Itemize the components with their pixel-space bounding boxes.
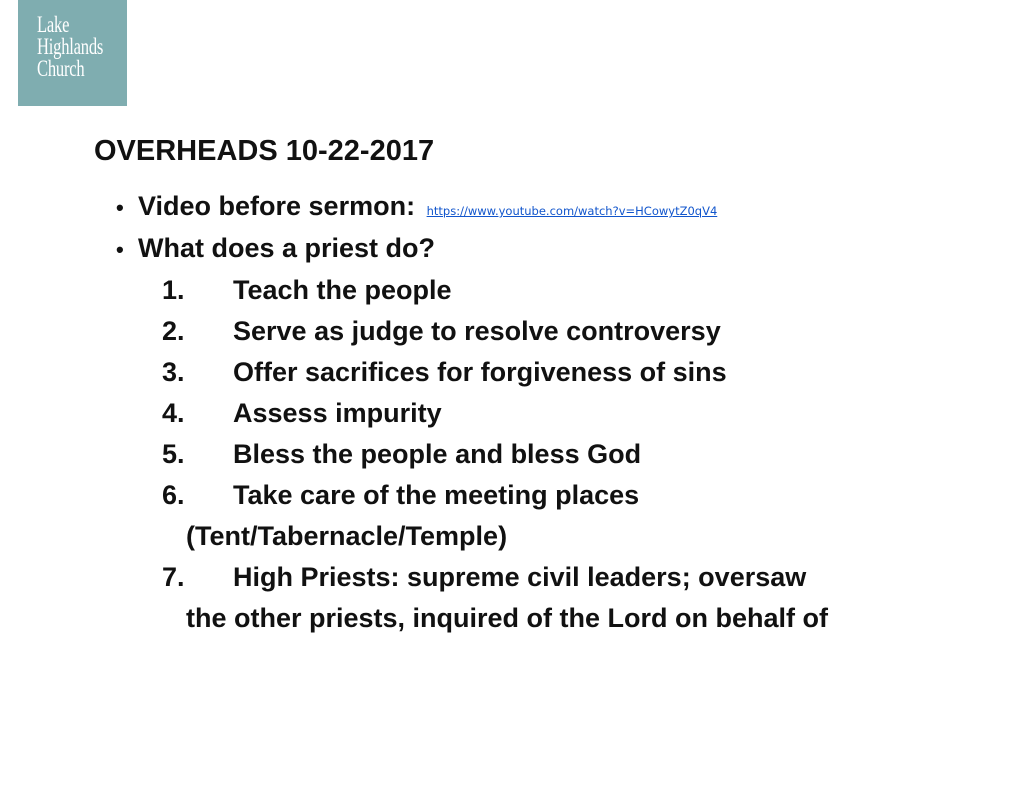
list-item-number: 6. xyxy=(162,480,185,510)
list-item xyxy=(162,479,639,511)
list-item-number: 4. xyxy=(162,398,185,428)
list-item xyxy=(162,274,452,306)
list-item-text: Take care of the meeting places xyxy=(233,480,640,510)
list-item-text: Offer sacrifices for forgiveness of sins xyxy=(233,357,727,387)
church-logo xyxy=(18,0,127,106)
bullet-dot-icon: • xyxy=(116,237,124,262)
list-item-number: 3. xyxy=(162,357,185,387)
list-item-number: 7. xyxy=(162,562,185,592)
logo-line-2: Highlands xyxy=(37,34,104,59)
list-item-number: 2. xyxy=(162,316,185,346)
list-item xyxy=(162,315,721,347)
logo-line-1: Lake xyxy=(37,12,70,37)
list-item-text: Bless the people and bless God xyxy=(233,439,642,469)
list-item xyxy=(162,397,442,429)
list-item-continuation: the other priests, inquired of the Lord on behalf of xyxy=(186,603,829,633)
list-item xyxy=(162,438,641,470)
list-item-text: Serve as judge to resolve controversy xyxy=(233,316,721,346)
logo-line-3: Church xyxy=(37,56,85,81)
list-item-continuation: (Tent/Tabernacle/Temple) xyxy=(186,521,508,551)
list-item-text: High Priests: supreme civil leaders; oversaw xyxy=(233,562,807,592)
bullet-text: What does a priest do? xyxy=(138,233,436,263)
document-title: OVERHEADS 10-22-2017 xyxy=(94,135,435,167)
list-item-number: 5. xyxy=(162,439,185,469)
list-item-text: Assess impurity xyxy=(233,398,442,428)
bullet-text: Video before sermon: xyxy=(138,191,416,221)
bullet-item-priest xyxy=(116,232,435,266)
list-item-text: Teach the people xyxy=(233,275,452,305)
list-item-number: 1. xyxy=(162,275,185,305)
list-item xyxy=(162,356,727,388)
list-item xyxy=(162,561,806,593)
video-link[interactable]: https://www.youtube.com/watch?v=HCowytZ0qV4 xyxy=(426,204,718,218)
bullet-dot-icon: • xyxy=(116,195,124,220)
bullet-item-video xyxy=(116,190,717,227)
